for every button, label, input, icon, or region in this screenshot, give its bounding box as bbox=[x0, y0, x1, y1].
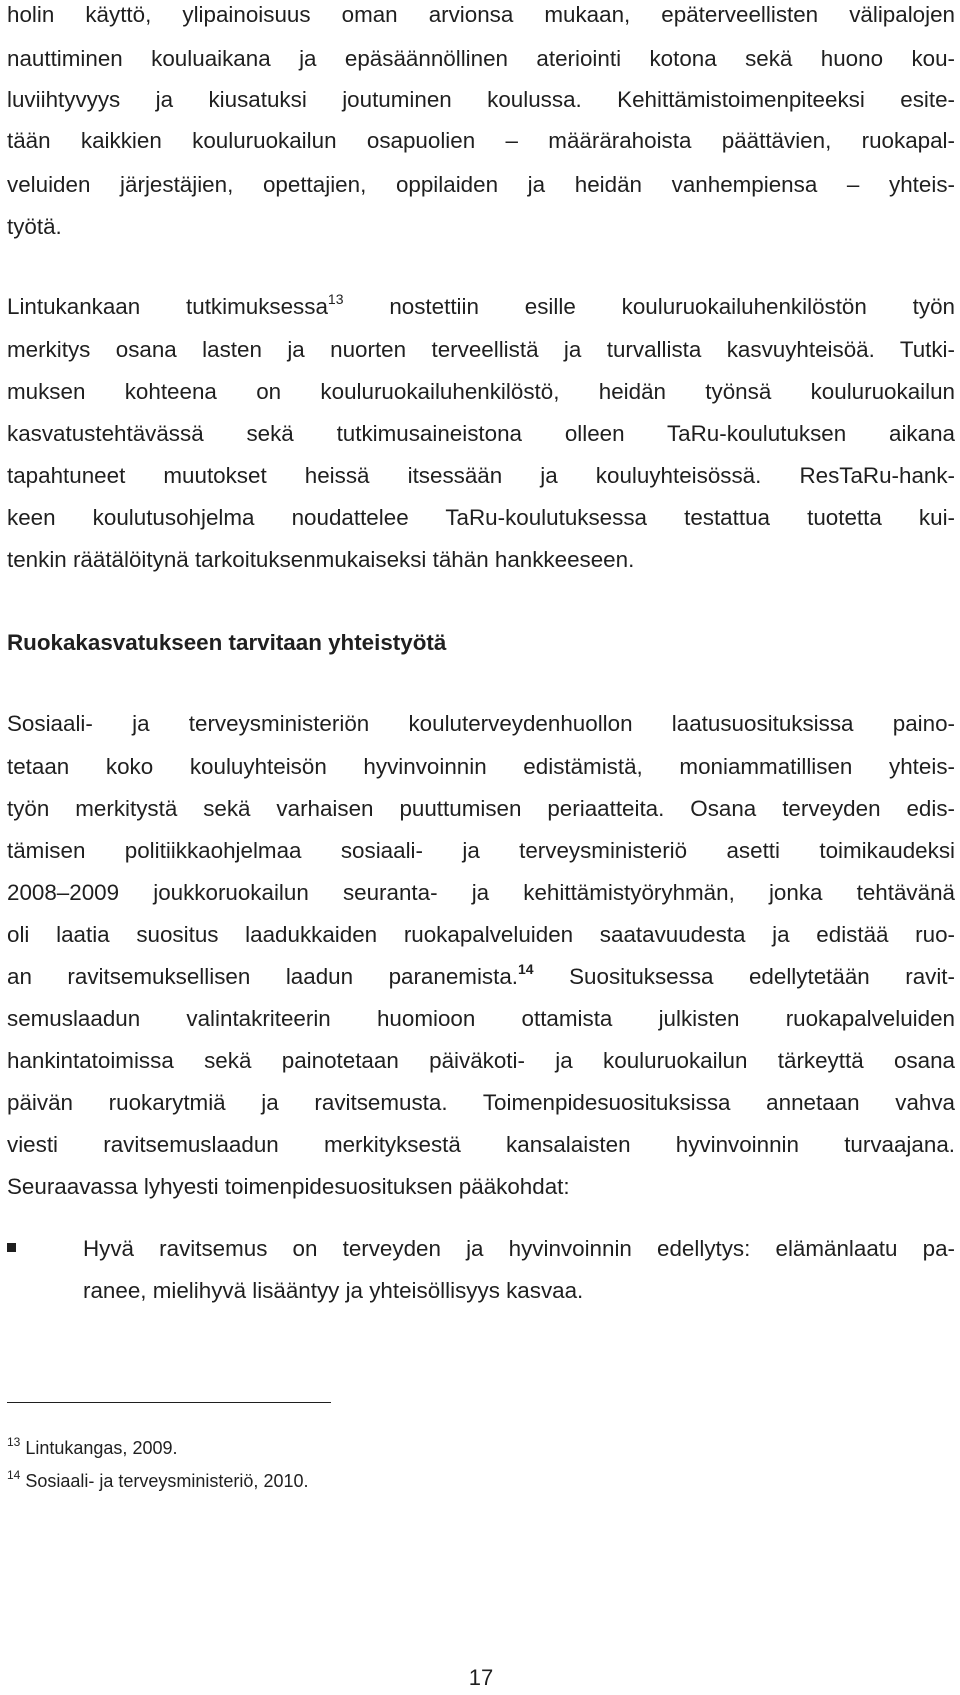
paragraph-line: oli laatia suositus laadukkaiden ruokapalveluiden saatavuudesta ja edistää ruo- bbox=[7, 922, 955, 947]
paragraph-line: Sosiaali- ja terveysministeriön kouluterveydenhuollon laatusuosituksissa paino- bbox=[7, 711, 955, 736]
footnote-13 bbox=[7, 1437, 177, 1459]
footnote-separator bbox=[7, 1402, 331, 1403]
paragraph-line: tetaan koko kouluyhteisön hyvinvoinnin edistämistä, moniammatillisen yhteis- bbox=[7, 754, 955, 779]
paragraph-line: kasvatustehtävässä sekä tutkimusaineistona olleen TaRu-koulutuksen aikana bbox=[7, 421, 955, 446]
paragraph-text: Lintukankaan tutkimuksessa bbox=[7, 294, 328, 319]
paragraph-line: 2008–2009 joukkoruokailun seuranta- ja kehittämistyöryhmän, jonka tehtävänä bbox=[7, 880, 955, 905]
paragraph-line: veluiden järjestäjien, opettajien, oppilaiden ja heidän vanhempiensa – yhteis- bbox=[7, 172, 955, 197]
paragraph-line: tenkin räätälöitynä tarkoituksenmukaiseksi tähän hankkeeseen. bbox=[7, 547, 635, 572]
paragraph-line: tään kaikkien kouluruokailun osapuolien – määrärahoista päättävien, ruokapal- bbox=[7, 128, 955, 153]
paragraph-text: an ravitsemuksellisen laadun paranemista. bbox=[7, 964, 519, 989]
paragraph-line: merkitys osana lasten ja nuorten terveellistä ja turvallista kasvuyhteisöä. Tutki- bbox=[7, 337, 955, 362]
bullet-line: Hyvä ravitsemus on terveyden ja hyvinvoinnin edellytys: elämänlaatu pa- bbox=[83, 1236, 955, 1261]
paragraph-line: holin käyttö, ylipainoisuus oman arvionsa mukaan, epäterveellisten välipalojen bbox=[7, 2, 955, 27]
footnote-14 bbox=[7, 1470, 308, 1492]
paragraph-line: luviihtyvyys ja kiusatuksi joutuminen koulussa. Kehittämistoimenpiteeksi esite- bbox=[7, 87, 955, 112]
paragraph-text: Suosituksessa edellytetään ravit- bbox=[533, 964, 955, 989]
section-heading: Ruokakasvatukseen tarvitaan yhteistyötä bbox=[7, 630, 447, 655]
footnote-ref[interactable]: 14 bbox=[518, 961, 534, 977]
footnote-text: Lintukangas, 2009. bbox=[20, 1438, 178, 1458]
paragraph-line: semuslaadun valintakriteerin huomioon ottamista julkisten ruokapalveluiden bbox=[7, 1006, 955, 1031]
paragraph-line: nauttiminen kouluaikana ja epäsäännöllinen ateriointi kotona sekä huono kou- bbox=[7, 46, 955, 71]
paragraph-line: muksen kohteena on kouluruokailuhenkilöstö, heidän työnsä kouluruokailun bbox=[7, 379, 955, 404]
square-bullet-icon bbox=[7, 1243, 16, 1252]
bullet-line: ranee, mielihyvä lisääntyy ja yhteisöllisyys kasvaa. bbox=[83, 1278, 584, 1303]
paragraph-line bbox=[7, 961, 955, 990]
footnote-text: Sosiaali- ja terveysministeriö, 2010. bbox=[20, 1471, 309, 1491]
paragraph-line: tapahtuneet muutokset heissä itsessään ja kouluyhteisössä. ResTaRu-hank- bbox=[7, 463, 955, 488]
paragraph-line bbox=[7, 291, 955, 320]
paragraph-line: viesti ravitsemuslaadun merkityksestä kansalaisten hyvinvoinnin turvaajana. bbox=[7, 1132, 955, 1157]
paragraph-line: Seuraavassa lyhyesti toimenpidesuosituksen pääkohdat: bbox=[7, 1174, 570, 1199]
paragraph-line: tämisen politiikkaohjelmaa sosiaali- ja terveysministeriö asetti toimikaudeksi bbox=[7, 838, 955, 863]
paragraph-line: päivän ruokarytmiä ja ravitsemusta. Toimenpidesuosituksissa annetaan vahva bbox=[7, 1090, 955, 1115]
paragraph-text: nostettiin esille kouluruokailuhenkilöstön työn bbox=[343, 294, 955, 319]
paragraph-line: hankintatoimissa sekä painotetaan päiväkoti- ja kouluruokailun tärkeyttä osana bbox=[7, 1048, 955, 1073]
footnote-number: 14 bbox=[7, 1468, 21, 1482]
page-number: 17 bbox=[468, 1665, 494, 1690]
paragraph-line: työn merkitystä sekä varhaisen puuttumisen periaatteita. Osana terveyden edis- bbox=[7, 796, 955, 821]
paragraph-line: työtä. bbox=[7, 214, 62, 239]
footnote-ref[interactable]: 13 bbox=[327, 291, 344, 307]
paragraph-line: keen koulutusohjelma noudattelee TaRu-koulutuksessa testattua tuotetta kui- bbox=[7, 505, 955, 530]
footnote-number: 13 bbox=[7, 1435, 21, 1449]
